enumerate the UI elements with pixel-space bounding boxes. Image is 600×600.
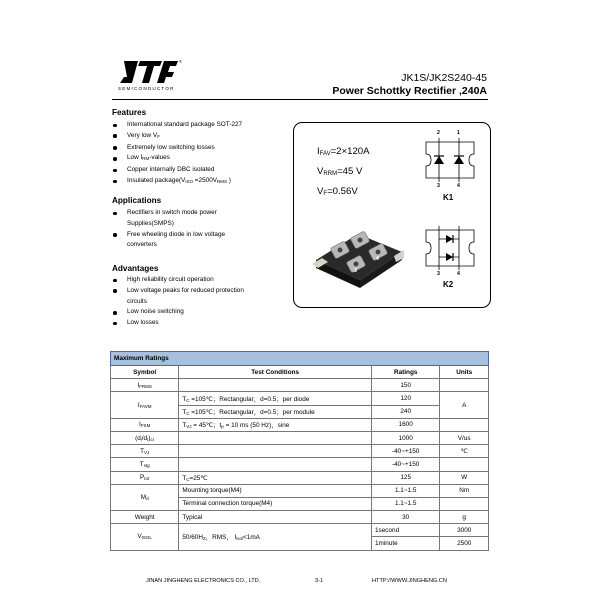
advantages-heading: Advantages [112,264,159,273]
spec-vrrm: $V_{RRM}=45$ V [317,166,363,177]
table-row: Weight Typical 30 g [111,511,489,524]
spec-ifav: $I_{FAV}=2\times 120A$ [317,146,370,157]
list-item: Insulated $package(V_{ISO} =2500V_{RMS}$ ) [112,176,282,188]
list-item: Low noise switching [112,307,252,318]
list-item: Extremely low switching losses [112,143,282,154]
col-header: Test Conditions [179,366,372,379]
table-row: $I_{FSM}$ $T_{VJ}$ = 45℃；$t_p = 10$ ms (50 Hz)，sine 1600 [111,418,489,431]
table-caption: Maximum Ratings [111,352,489,366]
table-row: Terminal connection torque(M4) 1.1~1.5 [111,497,489,510]
k1-label: K1 [443,193,454,202]
part-number: JK1S/JK2S240-45 [401,72,487,84]
k1-schematic: 2 1 3 4 K1 [422,130,478,208]
k2-schematic: 3 4 K2 [422,220,478,298]
col-header: Symbol [111,366,179,379]
list-item: Low voltage peaks for reduced protection circuits [112,286,252,308]
table-row: $T_C$ =105℃；Rectangular，d=0.5；per module 240 [111,405,489,418]
table-row: 1minute 2500 [111,537,489,550]
k2-label: K2 [443,280,454,289]
list-item: Low losses [112,318,252,329]
table-row: $I_{FRMS}$ 150 [111,379,489,392]
list-item: Very low $V_F$ [112,131,282,143]
list-item: Copper internally DBC isolated [112,165,282,176]
table-row: $(d_i/d_t)_{cr}$ 1000 V/us [111,431,489,444]
list-item: High reliability circuit operation [112,275,252,286]
table-row: $M_d$ Mounting torque(M4) 1.1~1.5 Nm [111,484,489,497]
col-header: Ratings [371,366,439,379]
footer-page-number: 3-1 [315,578,324,584]
list-item: International standard package SOT-227 [112,120,282,131]
list-item: Low $I_{RM}$-values [112,153,282,165]
table-row: $I_{FAVM}$ $T_C$ =105℃；Rectangular，d=0.5；per diode 120 A [111,392,489,405]
table-row: $T_{stg}$ -40~+150 [111,458,489,471]
company-logo [118,57,182,97]
applications-list [112,208,252,251]
maximum-ratings-table [110,351,489,551]
table-header-row [111,366,489,379]
footer-website: HTTP://WWW.JINGHENG.CN [372,578,447,584]
spec-vf: $V_F=0.56V$ [317,186,358,197]
logo-text: SEMICONDUCTOR [118,86,175,91]
table-row: $V_{ISOL}$ $50/60H_Z$，RMS， $I_{isol}<1mA$ 1second 3000 [111,524,489,537]
advantages-list [112,275,252,329]
package-image: 3 4 [312,220,404,290]
col-header: Units [440,366,489,379]
features-heading: Features [112,108,147,117]
footer-company: JINAN JINGHENG ELECTRONICS CO., LTD. [146,578,261,584]
features-list [112,120,282,188]
page-title: Power Schottky Rectifier ,240A [332,85,487,97]
applications-heading: Applications [112,196,162,205]
svg-text:®: ® [179,59,182,64]
table-row: $P_{tot}$ $T_C=25℃$ 125 W [111,471,489,484]
header-divider [112,99,488,100]
list-item: Rectifiers in switch mode power Supplies(SMPS) [112,208,252,230]
list-item: Free wheeling diode in low voltage converters [112,230,252,252]
table-row: $T_{VJ}$ -40~+150 ℃ [111,445,489,458]
